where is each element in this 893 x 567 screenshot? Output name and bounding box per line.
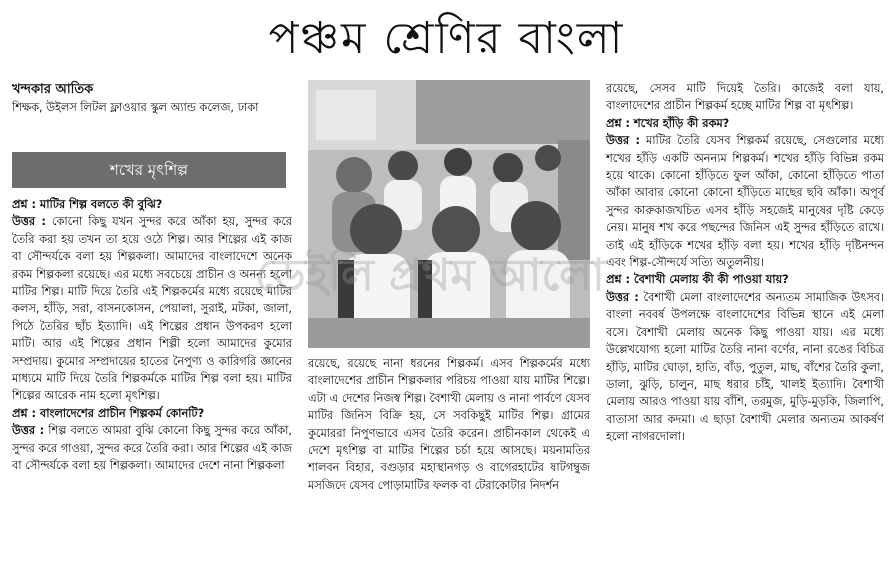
answer-label: উত্তর :	[12, 215, 46, 229]
answer-4	[606, 289, 884, 446]
column-2-text: রয়েছে, রয়েছে নানা ধরনের শিল্পকর্ম। এসব শিল্পকর্মের মধ্যে বাংলাদেশের প্রাচীন শিল্পকলার পরিচয় পাওয়া যায় মাটির শিল্পে। এটা এ দেশের নিজস্ব শিল্প। বৈশাখী মেলায় ও নানা পার্বণে যেসব মাটির জিনিস বিক্রি হয়, সে সবকিছুই মাটির শিল্প। গ্রামের কুমোররা নিপুণভাবে এসব তৈরি করেন। প্রাচীনকাল থেকেই এ দেশে মৃৎশিল্প বা মাটির শিল্পের চর্চা হয়ে আসছে। ময়নামতির শালবন বিহার, বগুড়ার মহাস্থানগড় ও বাগেরহাটের ষাটগম্বুজ মসজিদে যেসব পোড়ামাটির ফলক বা টেরাকোটার নিদর্শন	[308, 357, 590, 492]
watermark: ডেইলি প্রথম আলো	[255, 250, 605, 301]
students-photo-illustration	[308, 80, 590, 348]
students-photo	[308, 80, 590, 348]
answer-2	[12, 422, 292, 474]
author-block	[12, 80, 292, 116]
answer-1-text: কোনো কিছু যখন সুন্দর করে আঁকা হয়, সুন্দর করে তৈরি করা হয় তখন তা হয়ে ওঠে শিল্প। আর শিল্পের এই কাজ বা সৌন্দর্যকে বলা হয় শিল্পকলা। আমাদের বাংলাদেশে অনেক রকম শিল্পকলা রয়েছে। এর মধ্যে সবচেয়ে প্রাচীন ও অনন্য হলো মাটির শিল্প। মাটি দিয়ে তৈরি এই শিল্পকর্মের মধ্যে রয়েছে মাটির কলস, হাঁড়ি, সরা, বাসনকোসন, পেয়ালা, সুরাই, মটকা, জালা, পিঠে তৈরির ছাঁচ ইত্যাদি। এই শিল্পের প্রধান উপকরণ হলো মাটি। আর এই শিল্পের প্রধান শিল্পী হলো আমাদের কুমোর সম্প্রদায়। কুমোর সম্প্রদায়ের হাতের নৈপুণ্য ও কারিগরি জ্ঞানের মাধ্যমে মাটি দিয়ে তৈরি শিল্পকর্মকে মাটির শিল্প বলা হয়। মাটির শিল্পের আরেক নাম হলো মৃৎশিল্প।	[12, 215, 293, 403]
section-title-bar: শখের মৃৎশিল্প	[12, 152, 286, 188]
answer-label: উত্তর :	[12, 424, 45, 438]
column-1	[12, 196, 292, 475]
answer-1	[12, 213, 292, 404]
column-3	[606, 80, 884, 446]
answer-3	[606, 132, 884, 271]
page-title: পঞ্চম শ্রেণির বাংলা	[268, 13, 625, 64]
question-1: প্রশ্ন : মাটির শিল্প বলতে কী বুঝি?	[12, 198, 163, 211]
author-description: শিক্ষক, উইলস লিটল ফ্লাওয়ার স্কুল অ্যান্ড কলেজ, ঢাকা	[12, 101, 259, 114]
column-2	[308, 355, 590, 494]
answer-label: উত্তর :	[606, 290, 639, 304]
answer-2-text: শিল্প বলতে আমরা বুঝি কোনো কিছু সুন্দর করে আঁকা, সুন্দর করে গাওয়া, সুন্দর করে তৈরি করা। আর শিল্পের এই কাজ বা সৌন্দর্যকে বলা হয় শিল্পকলা। আমাদের দেশে নানা শিল্পকলা	[12, 424, 292, 473]
answer-label: উত্তর :	[606, 134, 640, 148]
author-name: খন্দকার আতিক	[12, 82, 94, 97]
answer-4-text: বৈশাখী মেলা বাংলাদেশের অন্যতম সামাজিক উৎসব। বাংলা নববর্ষ উপলক্ষে বাংলাদেশের বিভিন্ন স্থানে এই মেলা বসে। বৈশাখী মেলায় অনেক কিছু পাওয়া যায়। এর মধ্যে উল্লেখযোগ্য হলো মাটির তৈরি নানা বর্ণের, নানা রঙের বিচিত্র হাঁড়ি, মাটির ঘোড়া, হাতি, বাঁড়, পুতুল, মাছ, বাঁশের তৈরি কুলা, ডালা, ঝুড়ি, চালুন, মাছ ধরার চাঁই, খালই ইত্যাদি। বৈশাখী মেলায় আরও পাওয়া যায় বাঁশি, তরমুজ, মুড়ি-মুড়কি, জিলাপি, বাতাসা আর কদমা। এ ছাড়া বৈশাখী মেলার অন্যতম আকর্ষণ হলো নাগরদোলা।	[606, 290, 885, 444]
answer-3-text: মাটির তৈরি যেসব শিল্পকর্ম রয়েছে, সেগুলোর মধ্যে শখের হাঁড়ি একটি অনন্যম শিল্পকর্ম। শখের হাঁড়ি বিভিন্ন রকম হয়ে থাকে। কোনো হাঁড়িতে ফুল আঁকা, কোনো হাঁড়িতে পাতা আঁকা আবার কোনো কোনো হাঁড়িতে মাছের ছবি আঁকা। অপূর্ব সুন্দর কারুকাজখচিত এসব হাঁড়ি সহজেই মানুষের দৃষ্টি কেড়ে নেয়। মানুষ শখ করে পছন্দের জিনিস এই সুন্দর হাঁড়িতে রাখে। তাই এই হাঁড়িকে শখের হাঁড়ি বলা হয়। শখের হাঁড়ি দৃষ্টিনন্দন এবং শিল্প-সৌন্দর্যে সত্যি অতুলনীয়।	[606, 134, 884, 270]
question-2: প্রশ্ন : বাংলাদেশের প্রাচীন শিল্পকর্ম কোনটি?	[12, 406, 205, 420]
column-3-intro: রয়েছে, সেসব মাটি দিয়েই তৈরি। কাজেই বলা যায়, বাংলাদেশের প্রাচীন শিল্পকর্ম হচ্ছে মাটির শিল্প বা মৃৎশিল্প।	[606, 82, 884, 113]
question-3: প্রশ্ন : শখের হাঁড়ি কী রকম?	[606, 116, 730, 130]
question-4: প্রশ্ন : বৈশাখী মেলায় কী কী পাওয়া যায়?	[606, 273, 789, 287]
